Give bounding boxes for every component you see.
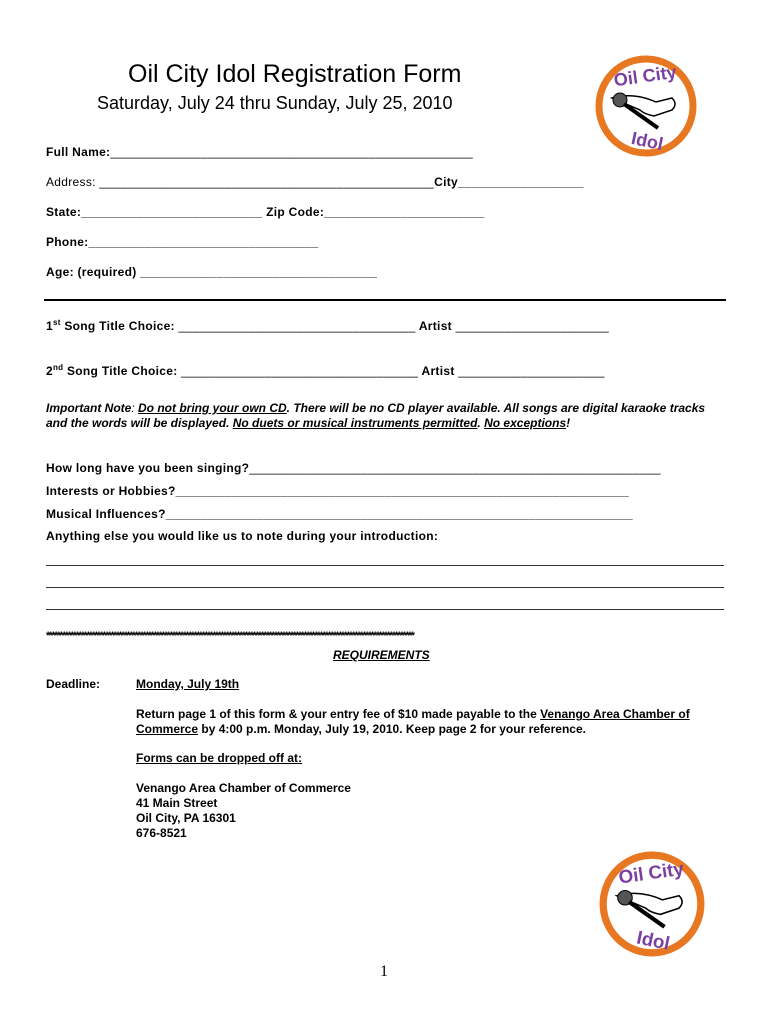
full-name-label: Full Name: [46, 145, 111, 159]
star-divider: ***************************************************************************************************************************************** [46, 630, 414, 642]
song2-blank[interactable]: __________________________________ [181, 364, 419, 378]
song1-ordinal: st [52, 318, 61, 327]
influences-label: Musical Influences? [46, 507, 166, 521]
singing-blank[interactable]: ___________________________________________________________ [249, 461, 661, 475]
age-label: Age: (required) [46, 265, 137, 279]
singing-row[interactable] [46, 461, 661, 475]
state-blank[interactable]: __________________________ [81, 205, 263, 219]
phone-label: Phone: [46, 235, 89, 249]
return-pre: Return page 1 of this form & your entry fee of $10 made payable to the [136, 707, 541, 721]
singing-label: How long have you been singing? [46, 461, 250, 475]
oil-city-idol-logo-top [594, 54, 698, 158]
song1-number: 1 [46, 319, 53, 333]
interests-label: Interests or Hobbies? [46, 484, 176, 498]
song2-label: Song Title Choice: [63, 364, 178, 378]
song2-ordinal: nd [52, 363, 64, 372]
dropoff-heading: Forms can be dropped off at: [136, 751, 303, 765]
phone-blank[interactable]: _________________________________ [88, 235, 319, 249]
address-row[interactable] [46, 175, 584, 189]
phone-row[interactable] [46, 235, 319, 249]
age-blank[interactable]: __________________________________ [140, 265, 378, 279]
svg-text:Oil City: Oil City [617, 857, 685, 888]
oil-city-idol-logo-bottom [597, 850, 707, 958]
deadline-label: Deadline: [46, 677, 101, 691]
notes-line-3[interactable] [46, 609, 724, 610]
important-note [46, 401, 726, 431]
city-blank[interactable]: __________________ [458, 175, 584, 189]
chamber-link: Venango Area Chamber of Commerce [136, 707, 690, 736]
note-prefix: Important Note [46, 401, 132, 415]
artist1-label: Artist [418, 319, 452, 333]
return-instructions [136, 707, 726, 737]
age-row[interactable] [46, 265, 377, 279]
section-divider [44, 299, 726, 301]
note-dot: . [477, 416, 485, 430]
page-subtitle: Saturday, July 24 thru Sunday, July 25, 2010 [97, 93, 453, 113]
influences-blank[interactable]: ___________________________________________________________________ [165, 507, 633, 521]
address-line: Oil City, PA 16301 [136, 811, 236, 825]
state-label: State: [46, 205, 82, 219]
address-blank[interactable]: ________________________________________________ [99, 175, 435, 189]
full-name-blank[interactable]: ____________________________________________________ [110, 145, 473, 159]
city-label: City [434, 175, 459, 189]
note-end: ! [566, 416, 571, 430]
notes-line-2[interactable] [46, 587, 724, 588]
svg-text:Idol: Idol [629, 128, 665, 155]
return-post: by 4:00 p.m. Monday, July 19, 2010. Keep page 2 for your reference. [198, 722, 586, 736]
zip-blank[interactable]: _______________________ [324, 205, 485, 219]
address-line: Venango Area Chamber of Commerce [136, 781, 351, 795]
song1-row[interactable] [46, 318, 609, 333]
svg-text:Oil City: Oil City [612, 61, 678, 91]
artist2-label: Artist [421, 364, 455, 378]
artist2-blank[interactable]: _____________________ [458, 364, 605, 378]
interests-blank[interactable]: _________________________________________________________________ [175, 484, 629, 498]
artist1-blank[interactable]: ______________________ [455, 319, 610, 333]
address-block [136, 781, 351, 841]
page-number: 1 [380, 963, 388, 980]
state-row[interactable] [46, 205, 485, 219]
deadline-value: Monday, July 19th [136, 677, 240, 691]
address-line: 676-8521 [136, 826, 187, 840]
notes-line-1[interactable] [46, 565, 724, 566]
requirements-heading: REQUIREMENTS [333, 648, 430, 662]
song2-number: 2 [46, 364, 53, 378]
song2-row[interactable] [46, 363, 605, 378]
full-name-row[interactable] [46, 145, 473, 159]
address-line: 41 Main Street [136, 796, 218, 810]
note-no-cd: Do not bring your own CD [138, 401, 287, 415]
page-title: Oil City Idol Registration Form [128, 60, 462, 88]
note-middle: . There will be no CD player available. All songs are digital karaoke tracks and the words will be displayed. [46, 401, 706, 430]
note-no-exceptions: No exceptions [484, 416, 567, 430]
address-label: Address: [46, 175, 96, 189]
anything-label: Anything else you would like us to note during your introduction: [46, 529, 439, 543]
note-colon: : [131, 401, 139, 415]
note-no-duets: No duets or musical instruments permitted [232, 416, 478, 430]
song1-label: Song Title Choice: [60, 319, 175, 333]
influences-row[interactable] [46, 507, 633, 521]
svg-text:Idol: Idol [634, 926, 672, 954]
zip-label: Zip Code: [266, 205, 325, 219]
interests-row[interactable] [46, 484, 629, 498]
song1-blank[interactable]: __________________________________ [178, 319, 416, 333]
